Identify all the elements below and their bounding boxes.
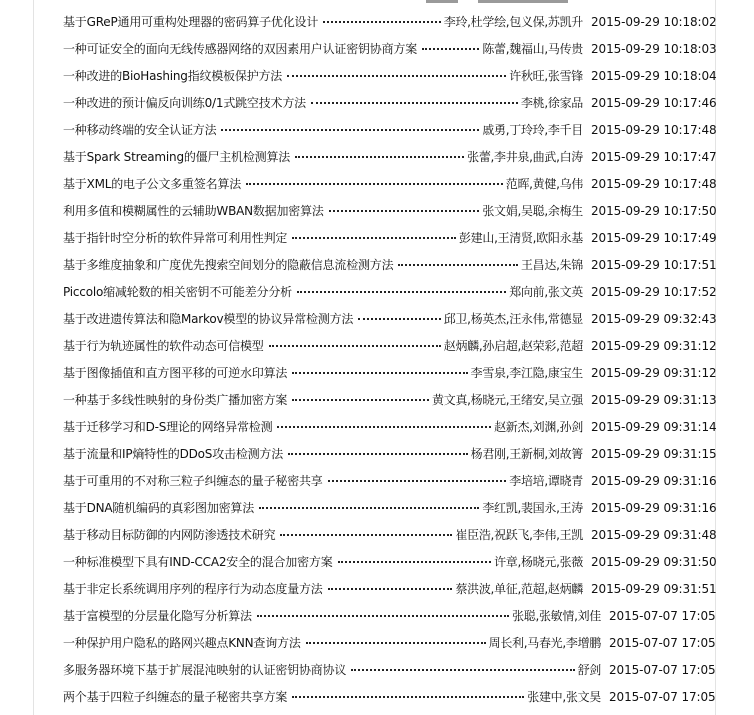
article-entry [63, 225, 583, 252]
article-date: 2015-09-29 10:18:03 [591, 42, 717, 56]
dot-leader [292, 372, 467, 374]
article-authors: 许章,杨晓元,张薇 [494, 555, 583, 569]
article-date: 2015-09-29 09:31:51 [591, 582, 717, 596]
article-date: 2015-09-29 10:17:52 [591, 285, 717, 299]
article-row [63, 522, 717, 549]
dot-leader [292, 399, 429, 401]
article-title-link[interactable]: 一种标准模型下具有IND-CCA2安全的混合加密方案 [63, 555, 333, 569]
article-title-link[interactable]: 一种保护用户隐私的路网兴趣点KNN查询方法 [63, 636, 301, 650]
article-date: 2015-09-29 10:18:02 [591, 15, 717, 29]
article-entry [63, 576, 583, 603]
article-title-link[interactable]: 基于Spark Streaming的僵尸主机检测算法 [63, 150, 291, 164]
article-date: 2015-09-29 09:31:13 [591, 393, 717, 407]
article-entry [63, 333, 583, 360]
article-authors: 张聪,张敏情,刘佳 [512, 609, 601, 623]
article-entry [63, 495, 583, 522]
article-authors: 舒剑 [577, 663, 601, 677]
article-title-link[interactable]: 基于非定长系统调用序列的程序行为动态度量方法 [63, 582, 323, 596]
dot-leader [328, 588, 453, 590]
article-date: 2015-09-29 09:31:16 [591, 501, 717, 515]
article-authors: 张蕾,李井泉,曲武,白涛 [467, 150, 583, 164]
article-authors: 王昌达,朱锦 [520, 258, 583, 272]
article-date: 2015-07-07 17:05 [609, 663, 716, 677]
article-authors: 赵新杰,刘渊,孙剑 [494, 420, 583, 434]
article-row [63, 576, 717, 603]
article-title-link[interactable]: 基于迁移学习和D-S理论的网络异常检测 [63, 420, 273, 434]
article-row [63, 333, 717, 360]
dot-leader [277, 426, 491, 428]
article-title-link[interactable]: 基于指针时空分析的软件异常可利用性判定 [63, 231, 288, 245]
article-title-link[interactable]: 基于图像插值和直方图平移的可逆水印算法 [63, 366, 288, 380]
article-authors: 范晖,黄健,乌伟 [505, 177, 583, 191]
article-title-link[interactable]: 基于XML的电子公文多重签名算法 [63, 177, 242, 191]
dot-leader [328, 480, 507, 482]
article-date: 2015-09-29 09:31:14 [591, 420, 717, 434]
article-authors: 李雪泉,李江隐,康宝生 [470, 366, 583, 380]
article-entry [63, 387, 583, 414]
dot-leader [269, 345, 441, 347]
article-title-link[interactable]: 一种基于多线性映射的身份类广播加密方案 [63, 393, 288, 407]
article-row [63, 144, 717, 171]
article-title-link[interactable]: 基于DNA随机编码的真彩图加密算法 [63, 501, 255, 515]
article-row [63, 198, 717, 225]
article-authors: 李玲,杜学绘,包义保,苏凯升 [443, 15, 583, 29]
article-title-link[interactable]: 基于可重用的不对称三粒子纠缠态的量子秘密共享 [63, 474, 323, 488]
article-row [63, 468, 717, 495]
article-title-link[interactable]: 基于多维度抽象和广度优先搜索空间划分的隐蔽信息流检测方法 [63, 258, 394, 272]
article-date: 2015-09-29 10:17:49 [591, 231, 717, 245]
article-authors: 张文娟,吴聪,余梅生 [482, 204, 583, 218]
article-authors: 陈蕾,魏福山,马传贵 [482, 42, 583, 56]
article-authors: 黄文真,杨晓元,王绪安,吴立强 [432, 393, 583, 407]
article-entry [63, 198, 583, 225]
article-entry [63, 549, 583, 576]
article-row [63, 9, 717, 36]
article-entry [63, 171, 583, 198]
article-entry [63, 684, 601, 711]
article-authors: 李红凯,裴国永,王涛 [482, 501, 583, 515]
article-row [63, 63, 717, 90]
article-title-link[interactable]: 两个基于四粒子纠缠态的量子秘密共享方案 [63, 690, 288, 704]
article-date: 2015-09-29 09:31:48 [591, 528, 717, 542]
article-date: 2015-09-29 10:17:48 [591, 177, 717, 191]
dot-leader [297, 291, 506, 293]
article-row [63, 495, 717, 522]
dot-leader [292, 237, 456, 239]
dot-leader [280, 534, 452, 536]
article-entry [63, 360, 583, 387]
article-row [63, 414, 717, 441]
article-row [63, 225, 717, 252]
dot-leader [323, 21, 441, 23]
article-authors: 周长利,马春光,李增鹏 [488, 636, 601, 650]
article-row [63, 441, 717, 468]
article-authors: 赵炳麟,孙启超,赵荣彩,范超 [443, 339, 583, 353]
article-row [63, 387, 717, 414]
article-entry [63, 252, 583, 279]
article-authors: 郑向前,张文英 [509, 285, 583, 299]
article-title-link[interactable]: 基于改进遗传算法和隐Markov模型的协议异常检测方法 [63, 312, 354, 326]
article-row [63, 549, 717, 576]
article-entry [63, 279, 583, 306]
article-date: 2015-09-29 09:31:15 [591, 447, 717, 461]
dot-leader [351, 669, 574, 671]
article-entry [63, 468, 583, 495]
article-title-link[interactable]: Piccolo缩减轮数的相关密钥不可能差分分析 [63, 285, 292, 299]
dot-leader [292, 696, 524, 698]
dot-leader [246, 183, 503, 185]
article-row [63, 90, 717, 117]
article-entry [63, 63, 583, 90]
article-authors: 杨君刚,王新桐,刘故箐 [470, 447, 583, 461]
dot-leader [295, 156, 464, 158]
dot-leader [259, 507, 479, 509]
article-authors: 崔臣浩,祝跃飞,李伟,王凯 [455, 528, 583, 542]
article-date: 2015-09-29 09:31:12 [591, 339, 717, 353]
article-entry [63, 630, 601, 657]
article-authors: 李培培,谭晓青 [509, 474, 583, 488]
dot-leader [422, 48, 479, 50]
article-row [63, 630, 716, 657]
article-authors: 彭建山,王清贤,欧阳永基 [458, 231, 583, 245]
dot-leader [311, 102, 518, 104]
article-title-link[interactable]: 一种可证安全的面向无线传感器网络的双因素用户认证密钥协商方案 [63, 42, 418, 56]
article-title-link[interactable]: 多服务器环境下基于扩展混沌映射的认证密钥协商协议 [63, 663, 347, 677]
article-row [63, 117, 717, 144]
article-date: 2015-09-29 10:17:47 [591, 150, 717, 164]
article-entry [63, 603, 601, 630]
dot-leader [257, 615, 509, 617]
article-entry [63, 414, 583, 441]
article-date: 2015-09-29 09:32:43 [591, 312, 717, 326]
article-date: 2015-09-29 10:17:50 [591, 204, 717, 218]
article-entry [63, 9, 583, 36]
article-list [63, 9, 717, 711]
cut-off-previous-row [418, 0, 578, 3]
article-title-link[interactable]: 基于移动目标防御的内网防渗透技术研究 [63, 528, 276, 542]
article-title-link[interactable]: 一种改进的BioHashing指纹模板保护方法 [63, 69, 283, 83]
article-entry [63, 36, 583, 63]
article-authors: 蔡洪波,单征,范超,赵炳麟 [455, 582, 583, 596]
article-title-link[interactable]: 基于富模型的分层量化隐写分析算法 [63, 609, 252, 623]
article-entry [63, 117, 583, 144]
article-row [63, 171, 717, 198]
article-date: 2015-09-29 09:31:50 [591, 555, 717, 569]
article-row [63, 360, 717, 387]
article-authors: 张建中,张文昊 [527, 690, 601, 704]
article-title-link[interactable]: 基于行为轨迹属性的软件动态可信模型 [63, 339, 264, 353]
article-row [63, 36, 717, 63]
article-date: 2015-09-29 10:17:51 [591, 258, 717, 272]
article-title-link[interactable]: 基于流量和IP熵特性的DDoS攻击检测方法 [63, 447, 284, 461]
dot-leader [288, 453, 468, 455]
article-title-link[interactable]: 基于GReP通用可重构处理器的密码算子优化设计 [63, 15, 319, 29]
article-entry [63, 306, 583, 333]
article-date: 2015-09-29 10:17:48 [591, 123, 717, 137]
article-entry [63, 144, 583, 171]
article-row [63, 306, 717, 333]
article-row [63, 657, 716, 684]
article-row [63, 603, 716, 630]
dot-leader [398, 264, 518, 266]
article-row [63, 684, 716, 711]
article-row [63, 252, 717, 279]
dot-leader [306, 642, 486, 644]
dot-leader [329, 210, 480, 212]
article-entry [63, 522, 583, 549]
article-date: 2015-09-29 09:31:16 [591, 474, 717, 488]
article-date: 2015-07-07 17:05 [609, 636, 716, 650]
article-row [63, 279, 717, 306]
dot-leader [358, 318, 441, 320]
article-date: 2015-09-29 10:18:04 [591, 69, 717, 83]
article-authors: 戚勇,丁玲玲,李千目 [482, 123, 583, 137]
dot-leader [338, 561, 492, 563]
article-entry [63, 657, 601, 684]
article-title-link[interactable]: 一种移动终端的安全认证方法 [63, 123, 217, 137]
article-title-link[interactable]: 一种改进的预计偏反向训练0/1式跳空技术方法 [63, 96, 306, 110]
article-title-link[interactable]: 利用多值和模糊属性的云辅助WBAN数据加密算法 [63, 204, 324, 218]
article-date: 2015-07-07 17:05 [609, 609, 716, 623]
article-authors: 李桃,徐家品 [520, 96, 583, 110]
article-date: 2015-09-29 09:31:12 [591, 366, 717, 380]
article-entry [63, 441, 583, 468]
article-authors: 许秋旺,张雪锋 [509, 69, 583, 83]
article-entry [63, 90, 583, 117]
dot-leader [287, 75, 506, 77]
article-authors: 邱卫,杨英杰,汪永伟,常德显 [443, 312, 583, 326]
article-date: 2015-09-29 10:17:46 [591, 96, 717, 110]
dot-leader [221, 129, 479, 131]
article-date: 2015-07-07 17:05 [609, 690, 716, 704]
